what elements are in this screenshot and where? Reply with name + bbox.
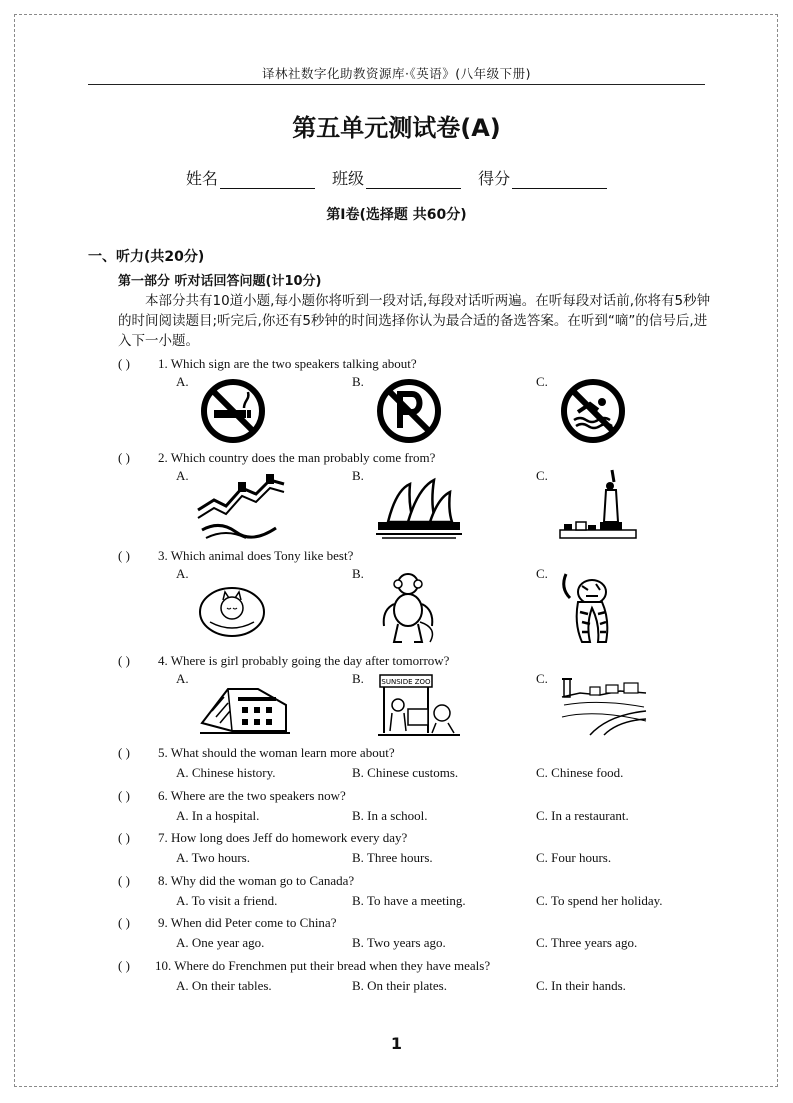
option-b[interactable]: B. Two years ago. bbox=[352, 935, 446, 950]
option-b-label: B. bbox=[352, 374, 364, 389]
subsection-heading: 第一部分 听对话回答问题(计10分) bbox=[118, 274, 322, 289]
question-4 bbox=[118, 651, 718, 739]
option-c[interactable]: C. In their hands. bbox=[536, 978, 626, 993]
question-text: 1. Which sign are the two speakers talking about? bbox=[158, 356, 417, 371]
option-b[interactable]: B. To have a meeting. bbox=[352, 893, 466, 908]
city-buildings-icon[interactable] bbox=[198, 675, 292, 737]
question-1 bbox=[118, 354, 718, 444]
question-5 bbox=[118, 743, 718, 783]
option-a[interactable]: A. One year ago. bbox=[176, 935, 265, 950]
option-a-label: A. bbox=[176, 468, 189, 483]
option-c[interactable]: C. Three years ago. bbox=[536, 935, 638, 950]
question-7 bbox=[118, 828, 718, 868]
answer-bracket[interactable]: ( ) bbox=[118, 450, 130, 465]
option-a[interactable]: A. Chinese history. bbox=[176, 765, 276, 780]
no-smoking-sign-icon[interactable] bbox=[200, 378, 266, 444]
option-a[interactable]: A. On their tables. bbox=[176, 978, 272, 993]
answer-bracket[interactable]: ( ) bbox=[118, 548, 130, 563]
option-a-label: A. bbox=[176, 671, 189, 686]
question-text: 8. Why did the woman go to Canada? bbox=[158, 873, 355, 888]
option-c-label: C. bbox=[536, 468, 548, 483]
question-10 bbox=[118, 956, 718, 996]
question-3 bbox=[118, 546, 718, 648]
option-a-label: A. bbox=[176, 374, 189, 389]
no-swimming-sign-icon[interactable] bbox=[560, 378, 626, 444]
score-blank[interactable] bbox=[512, 170, 607, 189]
option-c[interactable]: C. To spend her holiday. bbox=[536, 893, 663, 908]
tiger-icon[interactable] bbox=[556, 568, 620, 648]
answer-bracket[interactable]: ( ) bbox=[118, 958, 130, 973]
option-a[interactable]: A. To visit a friend. bbox=[176, 893, 278, 908]
option-c-label: C. bbox=[536, 374, 548, 389]
question-9 bbox=[118, 913, 718, 953]
option-b-label: B. bbox=[352, 566, 364, 581]
zoo-icon[interactable] bbox=[376, 673, 462, 737]
instructions-text: 本部分共有10道小题,每小题你将听到一段对话,每段对话听两遍。在听每段对话前,你将有5秒钟的时间阅读题目;听完后,你还有5秒钟的时间选择你认为最合适的备选答案。在听到“嘀”的信号后,进入下一小题。 bbox=[118, 293, 711, 349]
option-a[interactable]: A. Two hours. bbox=[176, 850, 250, 865]
answer-bracket[interactable]: ( ) bbox=[118, 873, 130, 888]
class-label: 班级 bbox=[331, 169, 364, 188]
question-text: 2. Which country does the man probably come from? bbox=[158, 450, 436, 465]
student-info-row bbox=[0, 166, 793, 189]
question-text: 4. Where is girl probably going the day after tomorrow? bbox=[158, 653, 450, 668]
answer-bracket[interactable]: ( ) bbox=[118, 356, 130, 371]
name-field[interactable] bbox=[186, 166, 315, 189]
answer-bracket[interactable]: ( ) bbox=[118, 653, 130, 668]
option-b-label: B. bbox=[352, 671, 364, 686]
option-a[interactable]: A. In a hospital. bbox=[176, 808, 260, 823]
class-blank[interactable] bbox=[366, 170, 461, 189]
option-c[interactable]: C. Four hours. bbox=[536, 850, 612, 865]
page-title: 第五单元测试卷(A) bbox=[292, 114, 501, 142]
option-b[interactable]: B. On their plates. bbox=[352, 978, 447, 993]
option-b[interactable]: B. In a school. bbox=[352, 808, 428, 823]
sydney-opera-house-icon[interactable] bbox=[374, 470, 464, 542]
countryside-icon[interactable] bbox=[560, 671, 648, 737]
option-b[interactable]: B. Chinese customs. bbox=[352, 765, 459, 780]
option-c[interactable]: C. In a restaurant. bbox=[536, 808, 629, 823]
question-text: 5. What should the woman learn more about? bbox=[158, 745, 395, 760]
question-2 bbox=[118, 448, 718, 544]
question-text: 9. When did Peter come to China? bbox=[158, 915, 337, 930]
great-wall-icon[interactable] bbox=[196, 470, 286, 542]
option-c-label: C. bbox=[536, 566, 548, 581]
answer-bracket[interactable]: ( ) bbox=[118, 830, 130, 845]
sleeping-cat-icon[interactable] bbox=[196, 578, 268, 640]
question-text: 7. How long does Jeff do homework every day? bbox=[158, 830, 408, 845]
option-b-label: B. bbox=[352, 468, 364, 483]
question-text: 6. Where are the two speakers now? bbox=[158, 788, 346, 803]
zoo-sign-text: SUNSIDE ZOO bbox=[381, 678, 431, 686]
option-c-label: C. bbox=[536, 671, 548, 686]
monkey-icon[interactable] bbox=[372, 570, 442, 646]
answer-bracket[interactable]: ( ) bbox=[118, 915, 130, 930]
answer-bracket[interactable]: ( ) bbox=[118, 745, 130, 760]
name-blank[interactable] bbox=[220, 170, 315, 189]
running-header: 译林社数字化助教资源库·《英语》(八年级下册) bbox=[262, 66, 531, 81]
score-field[interactable] bbox=[478, 166, 607, 189]
name-label: 姓名 bbox=[185, 169, 218, 188]
section-heading: 一、听力(共20分) bbox=[88, 249, 205, 265]
page-number: 1 bbox=[390, 1034, 403, 1053]
option-a-label: A. bbox=[176, 566, 189, 581]
class-field[interactable] bbox=[332, 166, 461, 189]
option-c[interactable]: C. Chinese food. bbox=[536, 765, 624, 780]
part-heading: 第Ⅰ卷(选择题 共60分) bbox=[326, 207, 467, 223]
no-parking-sign-icon[interactable] bbox=[376, 378, 442, 444]
question-8 bbox=[118, 871, 718, 911]
question-text: 10. Where do Frenchmen put their bread when they have meals? bbox=[155, 958, 491, 973]
question-text: 3. Which animal does Tony like best? bbox=[158, 548, 354, 563]
header-divider bbox=[88, 84, 705, 85]
statue-of-liberty-icon[interactable] bbox=[558, 468, 638, 542]
answer-bracket[interactable]: ( ) bbox=[118, 788, 130, 803]
question-6 bbox=[118, 786, 718, 826]
option-b[interactable]: B. Three hours. bbox=[352, 850, 433, 865]
score-label: 得分 bbox=[478, 169, 511, 188]
